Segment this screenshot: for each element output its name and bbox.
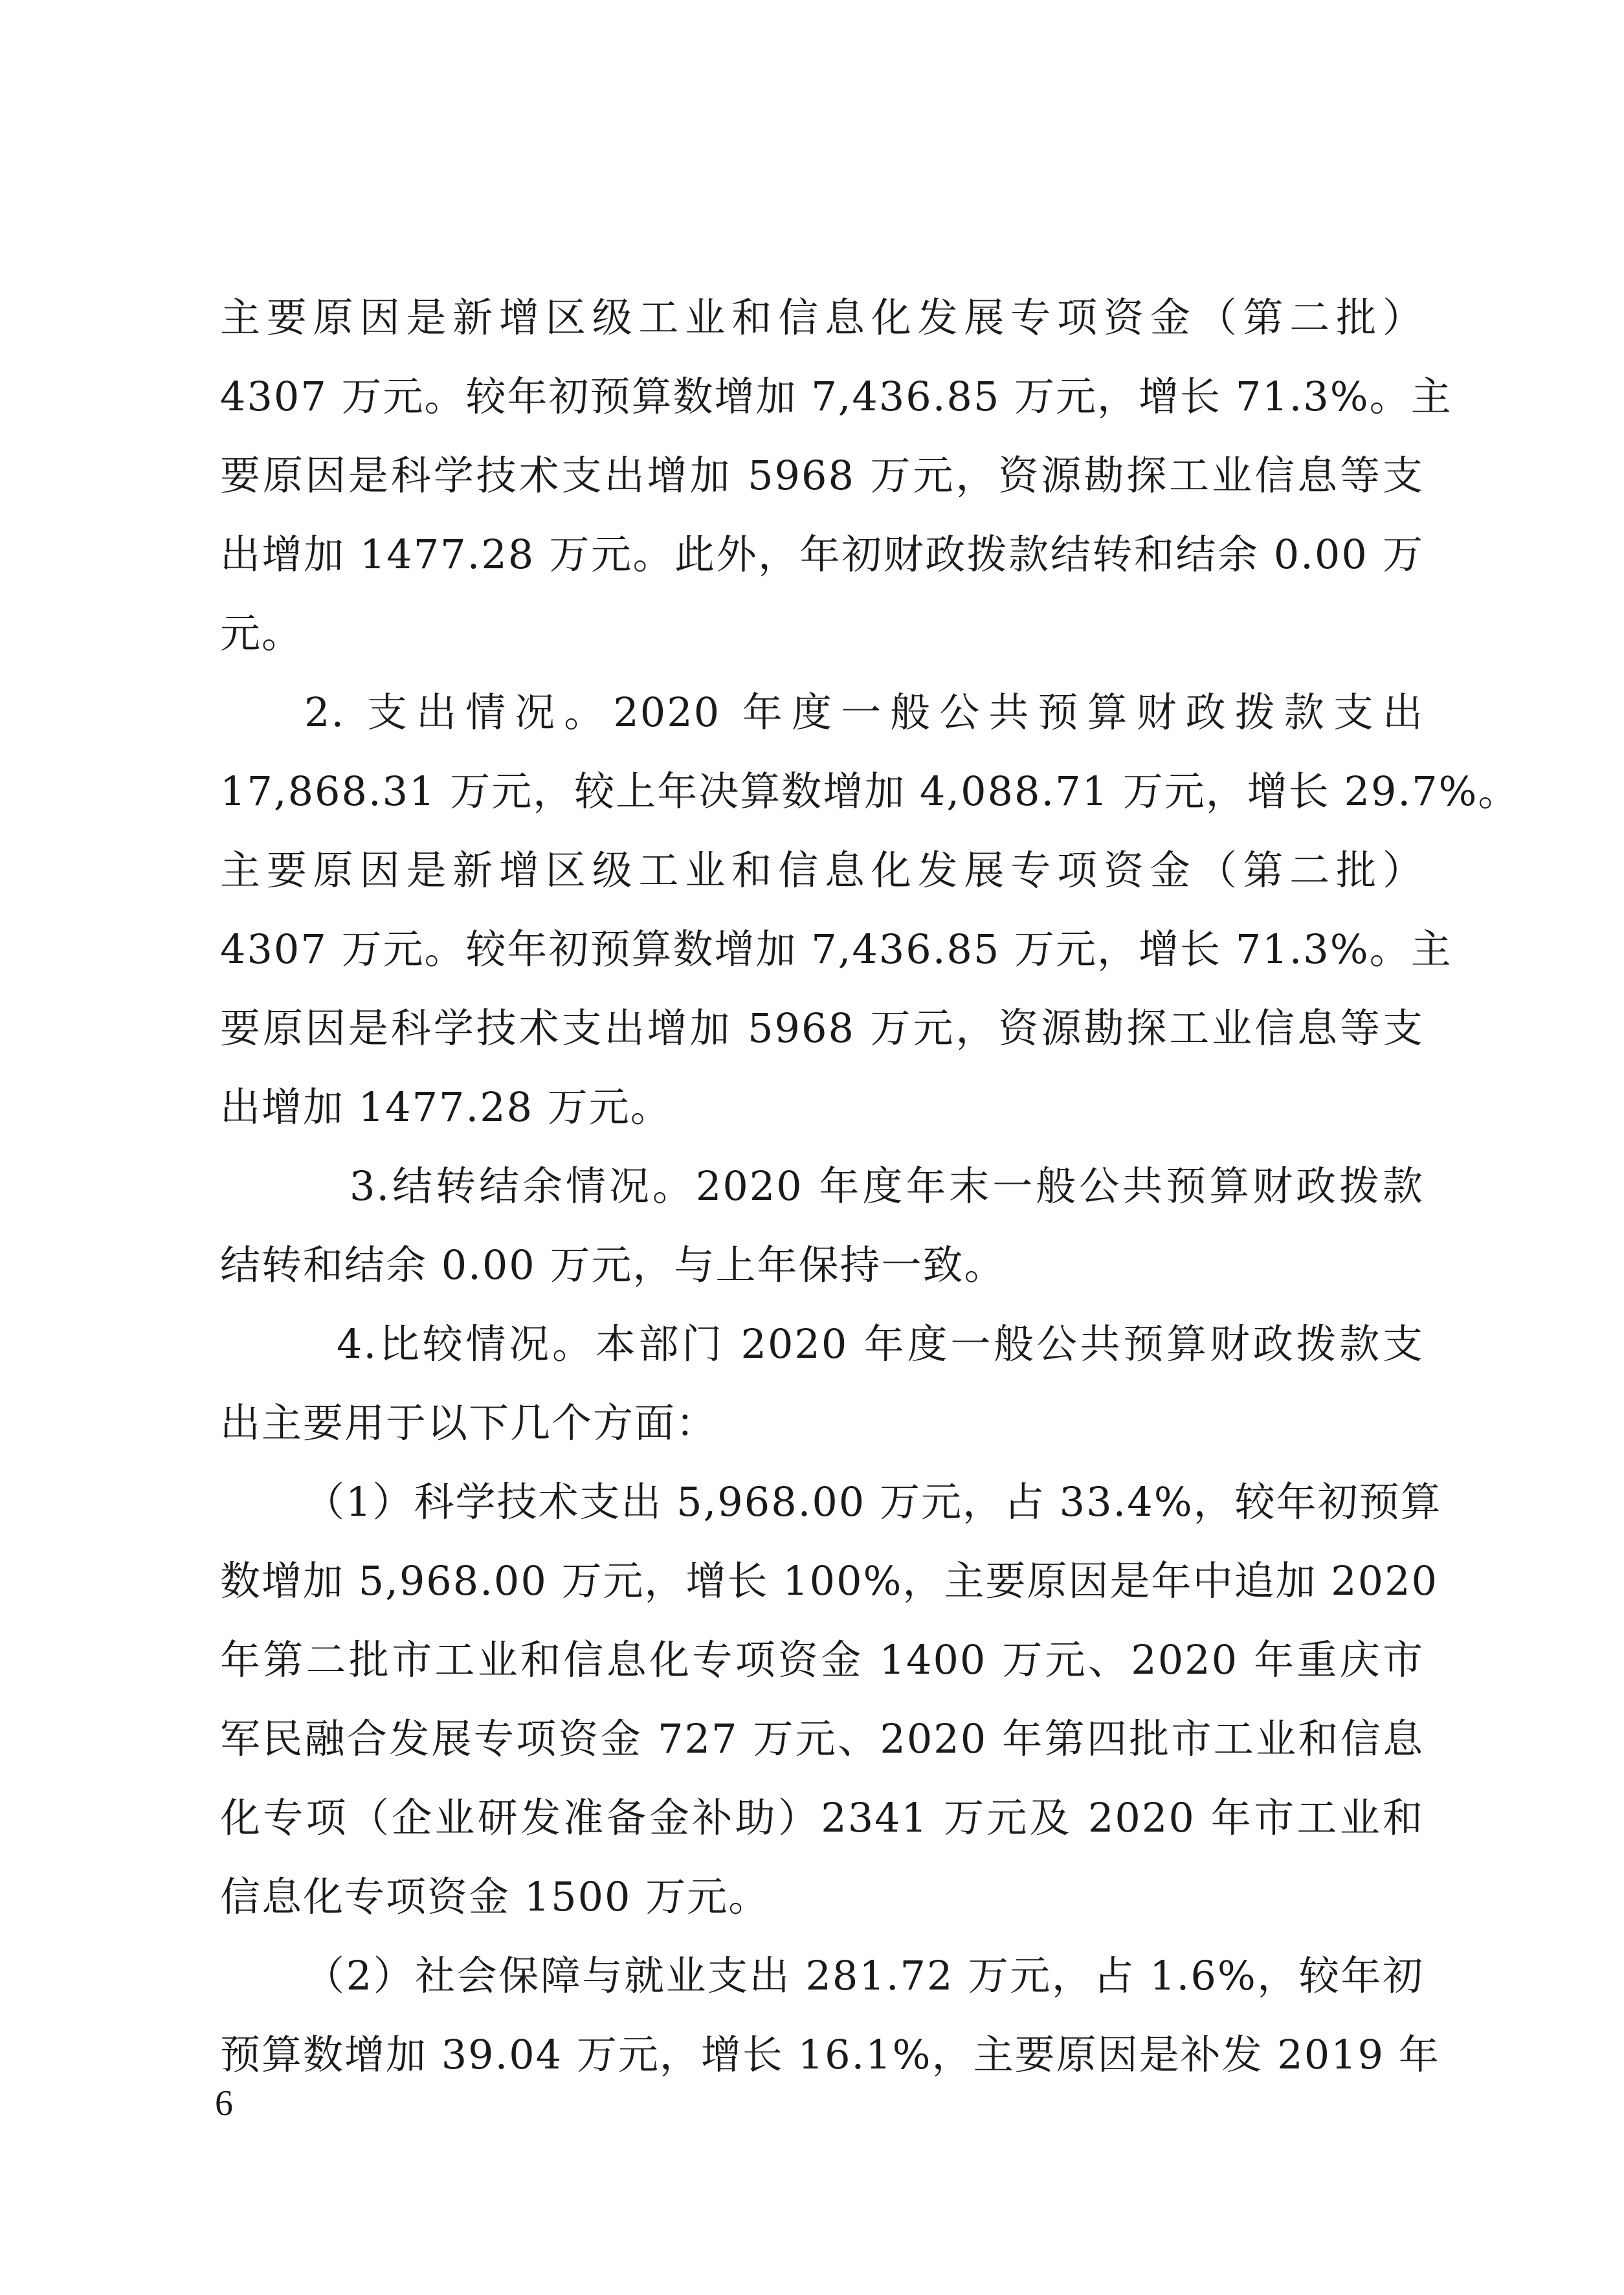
section-heading-carryover: 3.结转结余情况。2020 年度年末一般公共预算财政拨款	[350, 1162, 1424, 1210]
list-item-science-tech: （1）科学技术支出 5,968.00 万元，占 33.4%，较年初预算	[304, 1478, 1442, 1525]
text-line: 数增加 5,968.00 万元，增长 100%，主要原因是年中追加 2020	[220, 1557, 1438, 1604]
text-line: 年第二批市工业和信息化专项资金 1400 万元、2020 年重庆市	[220, 1636, 1424, 1683]
text-line: 主要原因是新增区级工业和信息化发展专项资金（第二批）	[220, 294, 1424, 341]
text-line: 要原因是科学技术支出增加 5968 万元，资源勘探工业信息等支	[220, 452, 1424, 499]
text-line: 17,868.31 万元，较上年决算数增加 4,088.71 万元，增长 29.7%。	[220, 768, 1520, 815]
text-line: 化专项（企业研发准备金补助）2341 万元及 2020 年市工业和	[220, 1794, 1424, 1841]
section-heading-expenditure: 2. 支出情况。2020 年度一般公共预算财政拨款支出	[304, 689, 1424, 736]
list-item-social-security: （2）社会保障与就业支出 281.72 万元，占 1.6%，较年初	[304, 1952, 1424, 1999]
text-line: 要原因是科学技术支出增加 5968 万元，资源勘探工业信息等支	[220, 1004, 1424, 1052]
text-line: 4307 万元。较年初预算数增加 7,436.85 万元，增长 71.3%。主	[220, 926, 1452, 973]
text-line: 4307 万元。较年初预算数增加 7,436.85 万元，增长 71.3%。主	[220, 373, 1452, 420]
text-line: 元。	[220, 610, 304, 657]
text-line: 出增加 1477.28 万元。	[220, 1083, 672, 1131]
text-line: 主要原因是新增区级工业和信息化发展专项资金（第二批）	[220, 847, 1424, 894]
text-line: 结转和结余 0.00 万元，与上年保持一致。	[220, 1241, 1006, 1289]
page-number: 6	[215, 2083, 233, 2123]
document-body	[220, 278, 1520, 2094]
section-heading-comparison: 4.比较情况。本部门 2020 年度一般公共预算财政拨款支	[337, 1320, 1424, 1368]
text-line: 军民融合发展专项资金 727 万元、2020 年第四批市工业和信息	[220, 1715, 1424, 1762]
text-line: 预算数增加 39.04 万元，增长 16.1%，主要原因是补发 2019 年	[220, 2031, 1440, 2078]
text-line: 信息化专项资金 1500 万元。	[220, 1873, 770, 1920]
text-line: 出主要用于以下几个方面：	[220, 1399, 718, 1447]
text-line: 出增加 1477.28 万元。此外，年初财政拨款结转和结余 0.00 万	[220, 531, 1424, 578]
